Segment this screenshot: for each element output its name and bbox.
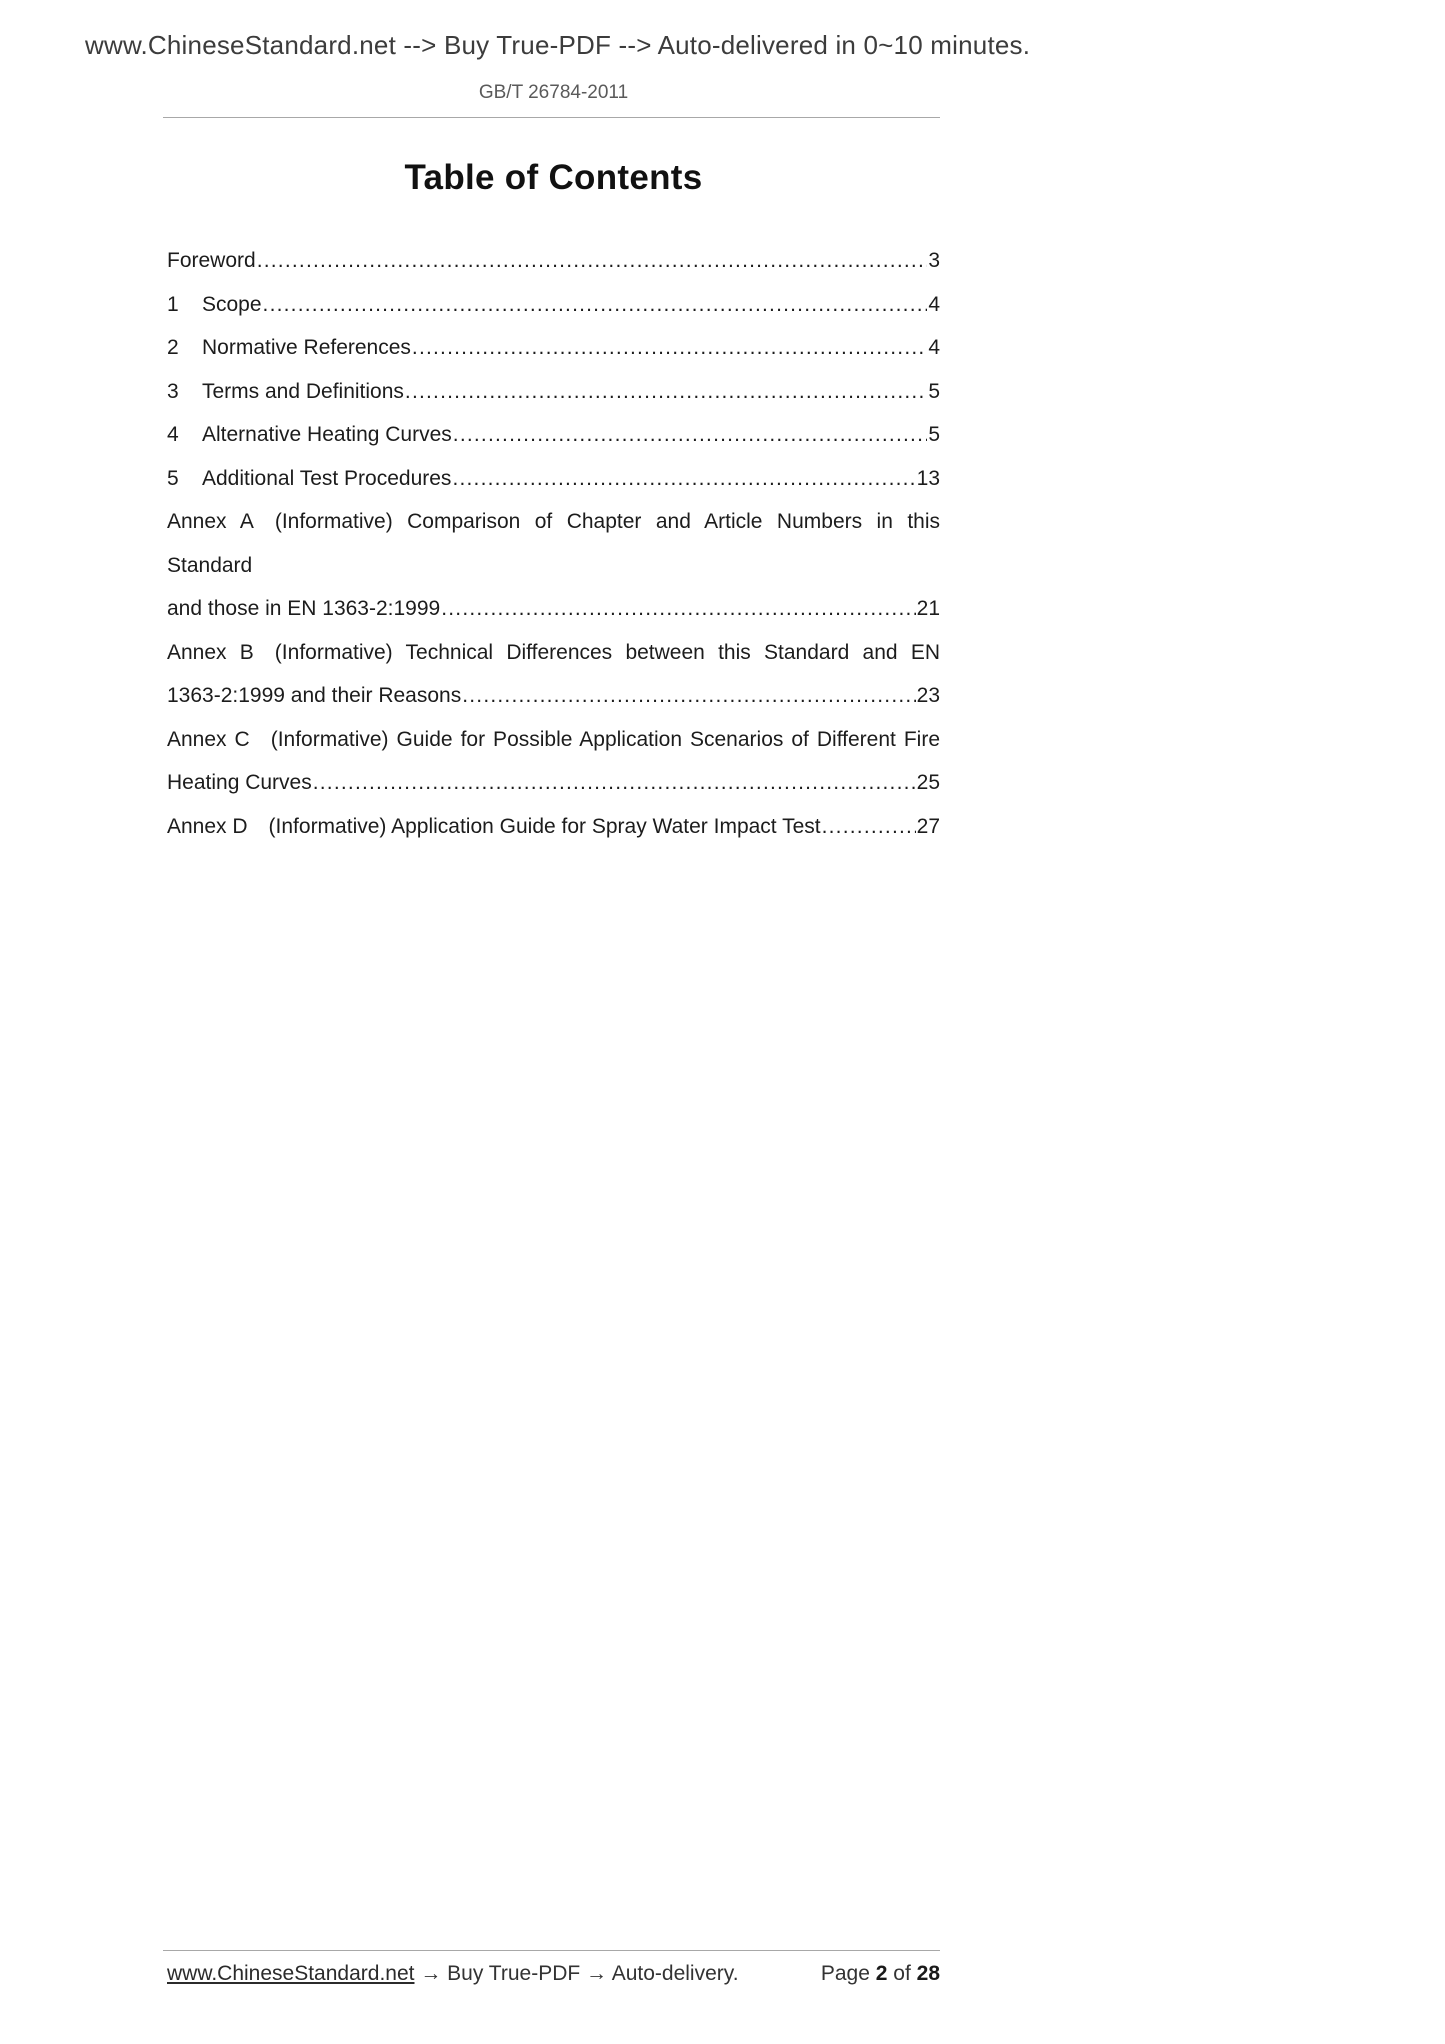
toc-entry-annex-a: [167, 500, 940, 631]
page-number: 4: [928, 292, 940, 316]
entry-label-line1: Annex A (Informative) Comparison of Chapter and Article Numbers in this Standard: [167, 510, 940, 577]
toc-entry-terms-and-definitions: [167, 370, 940, 414]
toc-entry-alternative-heating-curves: [167, 413, 940, 457]
toc-entry-additional-test-procedures: [167, 457, 940, 501]
entry-number: 1: [167, 292, 179, 316]
site-banner: www.ChineseStandard.net --> Buy True-PDF --> Auto-delivered in 0~10 minutes.: [85, 30, 1031, 60]
entry-number: 3: [167, 379, 179, 403]
toc-entry-annex-c: [167, 718, 940, 805]
entry-label: Terms and Definitions: [202, 379, 404, 403]
dot-leader: [822, 805, 916, 849]
entry-label-line2: and those in EN 1363-2:1999: [167, 597, 441, 620]
page-title: Table of Contents: [404, 158, 703, 197]
page-number: 4: [928, 336, 940, 359]
header-divider: [163, 117, 940, 118]
entry-label-line2: Heating Curves: [167, 771, 312, 794]
dot-leader: [412, 326, 927, 370]
dot-leader: [453, 413, 928, 457]
toc-entry-annex-b: [167, 631, 940, 718]
page-number: 13: [916, 466, 940, 490]
footer-divider: [163, 1950, 940, 1951]
toc-entry-foreword: [167, 239, 940, 283]
of-label: of: [893, 1962, 911, 1985]
page-number: 21: [916, 597, 940, 620]
entry-label: Annex D (Informative) Application Guide for Spray Water Impact Test: [167, 814, 821, 838]
toc-entry-scope: [167, 283, 940, 327]
entry-label: Additional Test Procedures: [202, 466, 452, 490]
standard-code: GB/T 26784-2011: [478, 82, 629, 103]
entry-label: Alternative Heating Curves: [202, 423, 452, 446]
dot-leader: [462, 674, 915, 718]
dot-leader: [263, 283, 928, 327]
page-number: 27: [916, 814, 940, 838]
entry-label-line2: 1363-2:1999 and their Reasons: [167, 684, 462, 707]
dot-leader: [441, 587, 915, 631]
footer-tagline: [167, 1962, 739, 1986]
page-total: 28: [916, 1962, 940, 1985]
entry-label: Scope: [202, 292, 262, 316]
dot-leader: [452, 457, 915, 501]
page-number: 5: [928, 379, 940, 403]
toc-entry-annex-d: [167, 805, 940, 849]
entry-number: 5: [167, 466, 179, 490]
toc-entry-normative-references: [167, 326, 940, 370]
page-number: 23: [916, 684, 940, 707]
page-number: 5: [928, 423, 940, 446]
page-number: 25: [916, 771, 940, 794]
footer-tagline-text: → Buy True-PDF → Auto-delivery.: [414, 1962, 739, 1985]
entry-label: Normative References: [202, 336, 411, 359]
page-label: Page: [820, 1962, 870, 1985]
entry-label: Foreword: [167, 249, 256, 272]
entry-number: 4: [167, 423, 179, 446]
entry-label-line1: Annex B (Informative) Technical Differences between this Standard and EN: [167, 640, 940, 664]
footer-site-link[interactable]: www.ChineseStandard.net: [167, 1962, 415, 1985]
dot-leader: [405, 370, 927, 414]
dot-leader: [257, 239, 928, 283]
dot-leader: [313, 761, 916, 805]
table-of-contents: [167, 239, 940, 848]
page-indicator: [821, 1962, 940, 1986]
page-current: 2: [875, 1962, 888, 1985]
entry-number: 2: [167, 336, 179, 359]
page-footer: [167, 1962, 940, 1986]
page-number: 3: [928, 249, 940, 272]
entry-label-line1: Annex C (Informative) Guide for Possible Application Scenarios of Different Fire: [167, 727, 940, 751]
